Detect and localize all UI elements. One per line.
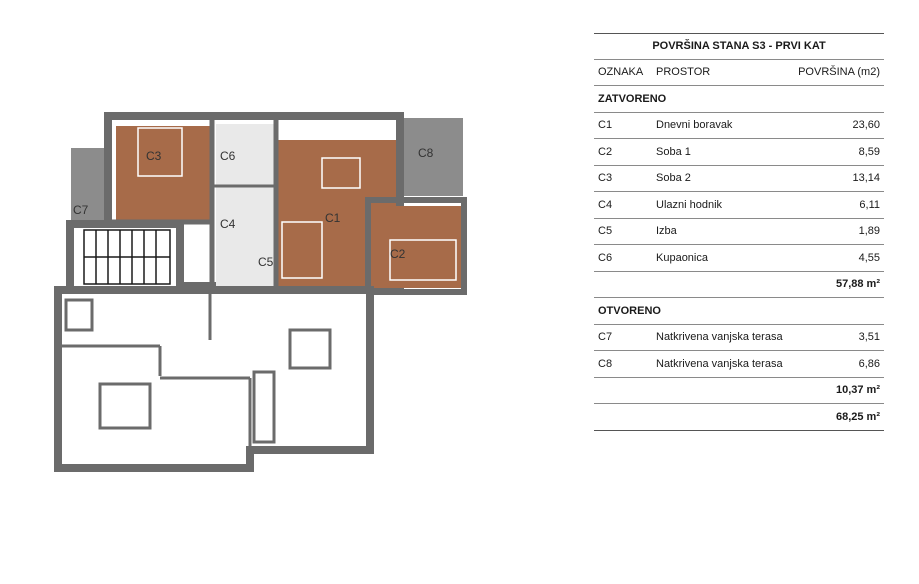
row-code: C2: [598, 145, 613, 158]
table-row: [594, 325, 884, 352]
section-closed: ZATVORENO: [594, 86, 884, 113]
room-label-c2: C2: [390, 247, 406, 261]
row-name: Soba 2: [656, 172, 691, 185]
row-name: Natkrivena vanjska terasa: [656, 357, 783, 370]
table-row: [594, 113, 884, 140]
room-c4-floor: [216, 186, 274, 286]
table-header: [594, 60, 884, 87]
table-row: [594, 219, 884, 246]
table-row: [594, 139, 884, 166]
row-code: C4: [598, 198, 613, 211]
area-table: [594, 33, 884, 431]
row-area: 8,59: [858, 145, 880, 158]
row-area: 1,89: [858, 225, 880, 238]
row-area: 6,86: [858, 357, 880, 370]
room-label-c1: C1: [325, 211, 341, 225]
row-code: C7: [598, 331, 613, 344]
row-code: C5: [598, 225, 613, 238]
row-name: Izba: [656, 225, 677, 238]
header-code: OZNAKA: [598, 66, 644, 79]
row-name: Ulazni hodnik: [656, 198, 723, 211]
row-name: Soba 1: [656, 145, 691, 158]
room-label-c6: C6: [220, 149, 236, 163]
row-name: Natkrivena vanjska terasa: [656, 331, 783, 344]
header-name: PROSTOR: [656, 66, 711, 79]
table-row: [594, 192, 884, 219]
table-row: [594, 166, 884, 193]
row-area: 13,14: [852, 172, 880, 185]
room-c2-floor: [372, 206, 462, 288]
closed-total: 57,88 m²: [594, 272, 884, 299]
row-name: Kupaonica: [656, 251, 708, 264]
open-total: 10,37 m²: [594, 378, 884, 405]
table-row: [594, 245, 884, 272]
row-code: C8: [598, 357, 613, 370]
room-c3-floor: [116, 126, 210, 220]
row-area: 4,55: [858, 251, 880, 264]
row-area: 23,60: [852, 119, 880, 132]
row-code: C6: [598, 251, 613, 264]
row-code: C1: [598, 119, 613, 132]
room-label-c5: C5: [258, 255, 274, 269]
table-title: POVRŠINA STANA S3 - PRVI KAT: [594, 33, 884, 60]
grand-total: 68,25 m²: [594, 404, 884, 431]
header-area: POVRŠINA (m2): [798, 66, 880, 79]
room-label-c7: C7: [73, 203, 89, 217]
section-open: OTVORENO: [594, 298, 884, 325]
row-area: 6,11: [859, 198, 880, 211]
room-label-c3: C3: [146, 149, 162, 163]
row-area: 3,51: [858, 331, 880, 344]
room-label-c4: C4: [220, 217, 236, 231]
room-label-c8: C8: [418, 146, 434, 160]
row-name: Dnevni boravak: [656, 119, 733, 132]
row-code: C3: [598, 172, 613, 185]
table-row: [594, 351, 884, 378]
